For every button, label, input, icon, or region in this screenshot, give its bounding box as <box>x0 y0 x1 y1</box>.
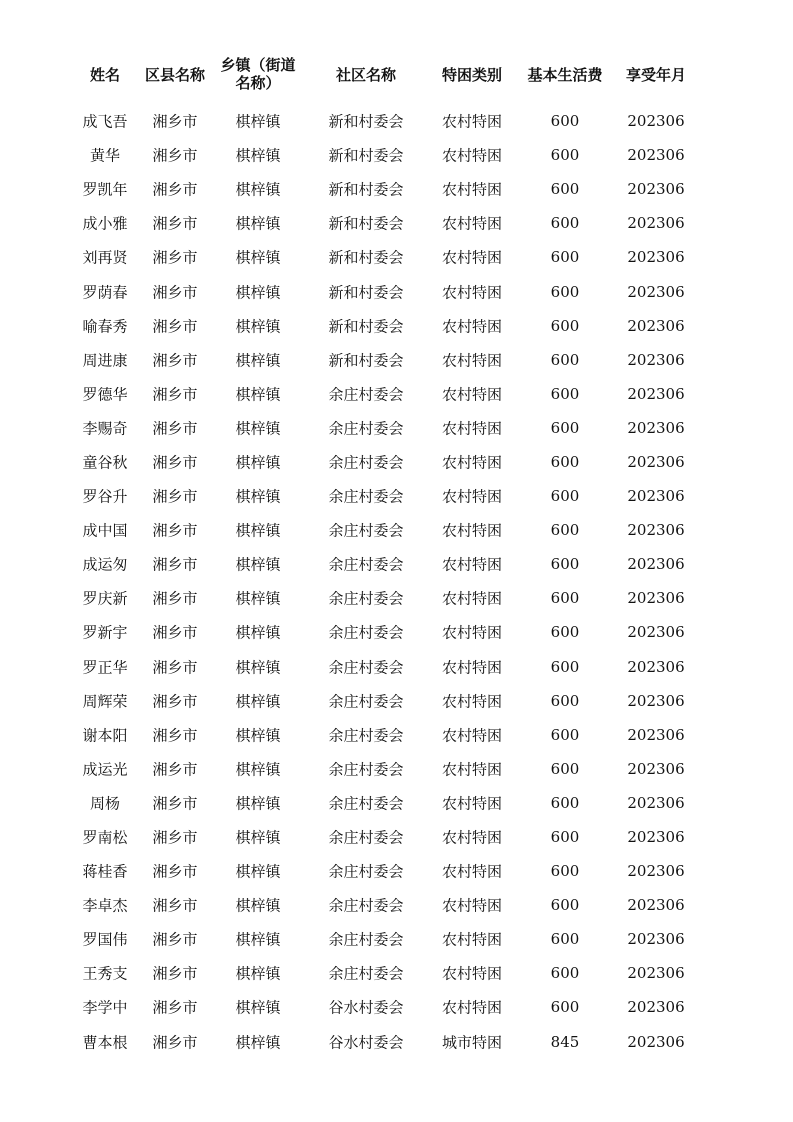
allowance-cell: 600 <box>550 146 580 165</box>
district-cell: 湘乡市 <box>152 692 198 711</box>
allowance-cell: 600 <box>550 214 580 233</box>
community-cell: 新和村委会 <box>328 283 404 302</box>
allowance-cell: 600 <box>550 112 580 131</box>
town-cell: 棋梓镇 <box>235 419 281 438</box>
community-cell: 新和村委会 <box>328 214 404 233</box>
district-cell: 湘乡市 <box>152 998 198 1017</box>
allowance-cell: 600 <box>550 896 580 915</box>
header-living-allowance: 基本生活费 <box>527 66 603 84</box>
table-row <box>0 684 793 718</box>
allowance-cell: 600 <box>550 964 580 983</box>
allowance-cell: 600 <box>550 316 580 335</box>
name-cell: 刘再贤 <box>82 248 128 267</box>
month-cell: 202306 <box>627 452 685 471</box>
town-cell: 棋梓镇 <box>235 248 281 267</box>
district-cell: 湘乡市 <box>152 726 198 745</box>
community-cell: 余庄村委会 <box>328 964 404 983</box>
allowance-cell: 600 <box>550 725 580 744</box>
town-cell: 棋梓镇 <box>235 146 281 165</box>
allowance-cell: 600 <box>550 452 580 471</box>
header-category: 特困类别 <box>441 66 503 84</box>
table-row <box>0 786 793 820</box>
table-row <box>0 956 793 990</box>
category-cell: 农村特困 <box>441 419 503 438</box>
category-cell: 城市特困 <box>441 1033 503 1052</box>
month-cell: 202306 <box>627 896 685 915</box>
name-cell: 罗新宇 <box>82 623 128 642</box>
district-cell: 湘乡市 <box>152 964 198 983</box>
town-cell: 棋梓镇 <box>235 283 281 302</box>
table-row <box>0 547 793 581</box>
name-cell: 周杨 <box>89 794 121 813</box>
category-cell: 农村特困 <box>441 623 503 642</box>
name-cell: 曹本根 <box>82 1033 128 1052</box>
table-row <box>0 650 793 684</box>
month-cell: 202306 <box>627 862 685 881</box>
town-cell: 棋梓镇 <box>235 555 281 574</box>
district-cell: 湘乡市 <box>152 146 198 165</box>
month-cell: 202306 <box>627 112 685 131</box>
table-row <box>0 752 793 786</box>
town-cell: 棋梓镇 <box>235 453 281 472</box>
month-cell: 202306 <box>627 691 685 710</box>
name-cell: 周进康 <box>82 351 128 370</box>
allowance-cell: 600 <box>550 862 580 881</box>
month-cell: 202306 <box>627 964 685 983</box>
header-start-month: 享受年月 <box>625 66 687 84</box>
name-cell: 罗南松 <box>82 828 128 847</box>
district-cell: 湘乡市 <box>152 521 198 540</box>
community-cell: 新和村委会 <box>328 248 404 267</box>
allowance-cell: 600 <box>550 691 580 710</box>
district-cell: 湘乡市 <box>152 794 198 813</box>
month-cell: 202306 <box>627 555 685 574</box>
month-cell: 202306 <box>627 623 685 642</box>
allowance-cell: 600 <box>550 180 580 199</box>
category-cell: 农村特困 <box>441 692 503 711</box>
category-cell: 农村特困 <box>441 487 503 506</box>
town-cell: 棋梓镇 <box>235 930 281 949</box>
community-cell: 谷水村委会 <box>328 998 404 1017</box>
table-row <box>0 343 793 377</box>
table-row <box>0 309 793 343</box>
town-cell: 棋梓镇 <box>235 658 281 677</box>
town-cell: 棋梓镇 <box>235 998 281 1017</box>
month-cell: 202306 <box>627 998 685 1017</box>
allowance-cell: 600 <box>550 657 580 676</box>
table-row <box>0 513 793 547</box>
table-row <box>0 990 793 1024</box>
table-row <box>0 445 793 479</box>
table-body <box>0 104 793 1059</box>
table-row <box>0 479 793 513</box>
month-cell: 202306 <box>627 759 685 778</box>
district-cell: 湘乡市 <box>152 828 198 847</box>
community-cell: 余庄村委会 <box>328 555 404 574</box>
category-cell: 农村特困 <box>441 862 503 881</box>
table-row <box>0 581 793 615</box>
category-cell: 农村特困 <box>441 180 503 199</box>
community-cell: 余庄村委会 <box>328 794 404 813</box>
allowance-cell: 600 <box>550 248 580 267</box>
community-cell: 余庄村委会 <box>328 760 404 779</box>
community-cell: 新和村委会 <box>328 146 404 165</box>
category-cell: 农村特困 <box>441 453 503 472</box>
community-cell: 余庄村委会 <box>328 419 404 438</box>
table-header <box>0 56 793 96</box>
district-cell: 湘乡市 <box>152 1033 198 1052</box>
allowance-cell: 600 <box>550 521 580 540</box>
category-cell: 农村特困 <box>441 146 503 165</box>
allowance-cell: 600 <box>550 998 580 1017</box>
month-cell: 202306 <box>627 725 685 744</box>
allowance-cell: 600 <box>550 793 580 812</box>
district-cell: 湘乡市 <box>152 760 198 779</box>
month-cell: 202306 <box>627 146 685 165</box>
name-cell: 李学中 <box>82 998 128 1017</box>
table-row <box>0 104 793 138</box>
name-cell: 蒋桂香 <box>82 862 128 881</box>
community-cell: 余庄村委会 <box>328 589 404 608</box>
header-district: 区县名称 <box>144 66 206 84</box>
month-cell: 202306 <box>627 1032 685 1051</box>
allowance-cell: 600 <box>550 350 580 369</box>
month-cell: 202306 <box>627 282 685 301</box>
month-cell: 202306 <box>627 828 685 847</box>
town-cell: 棋梓镇 <box>235 317 281 336</box>
town-cell: 棋梓镇 <box>235 112 281 131</box>
table-row <box>0 718 793 752</box>
month-cell: 202306 <box>627 589 685 608</box>
name-cell: 罗谷升 <box>82 487 128 506</box>
community-cell: 新和村委会 <box>328 317 404 336</box>
allowance-cell: 600 <box>550 384 580 403</box>
community-cell: 新和村委会 <box>328 180 404 199</box>
district-cell: 湘乡市 <box>152 248 198 267</box>
name-cell: 童谷秋 <box>82 453 128 472</box>
category-cell: 农村特困 <box>441 726 503 745</box>
allowance-cell: 600 <box>550 555 580 574</box>
header-name: 姓名 <box>89 66 121 84</box>
community-cell: 余庄村委会 <box>328 487 404 506</box>
town-cell: 棋梓镇 <box>235 351 281 370</box>
district-cell: 湘乡市 <box>152 930 198 949</box>
district-cell: 湘乡市 <box>152 862 198 881</box>
name-cell: 成运匆 <box>82 555 128 574</box>
allowance-cell: 600 <box>550 418 580 437</box>
community-cell: 新和村委会 <box>328 351 404 370</box>
month-cell: 202306 <box>627 316 685 335</box>
table-row <box>0 922 793 956</box>
district-cell: 湘乡市 <box>152 453 198 472</box>
district-cell: 湘乡市 <box>152 589 198 608</box>
town-cell: 棋梓镇 <box>235 1033 281 1052</box>
community-cell: 余庄村委会 <box>328 692 404 711</box>
table-row <box>0 240 793 274</box>
town-cell: 棋梓镇 <box>235 862 281 881</box>
table-row <box>0 274 793 308</box>
table-row <box>0 854 793 888</box>
community-cell: 新和村委会 <box>328 112 404 131</box>
category-cell: 农村特困 <box>441 998 503 1017</box>
month-cell: 202306 <box>627 657 685 676</box>
town-cell: 棋梓镇 <box>235 794 281 813</box>
table-row <box>0 172 793 206</box>
category-cell: 农村特困 <box>441 658 503 677</box>
town-cell: 棋梓镇 <box>235 964 281 983</box>
name-cell: 周辉荣 <box>82 692 128 711</box>
table-row <box>0 206 793 240</box>
category-cell: 农村特困 <box>441 351 503 370</box>
community-cell: 余庄村委会 <box>328 862 404 881</box>
month-cell: 202306 <box>627 930 685 949</box>
town-cell: 棋梓镇 <box>235 896 281 915</box>
district-cell: 湘乡市 <box>152 351 198 370</box>
town-cell: 棋梓镇 <box>235 521 281 540</box>
community-cell: 余庄村委会 <box>328 521 404 540</box>
community-cell: 余庄村委会 <box>328 658 404 677</box>
name-cell: 成运光 <box>82 760 128 779</box>
name-cell: 李卓杰 <box>82 896 128 915</box>
allowance-cell: 600 <box>550 487 580 506</box>
name-cell: 黄华 <box>89 146 121 165</box>
community-cell: 余庄村委会 <box>328 623 404 642</box>
table-row <box>0 615 793 649</box>
name-cell: 罗国伟 <box>82 930 128 949</box>
category-cell: 农村特困 <box>441 555 503 574</box>
month-cell: 202306 <box>627 180 685 199</box>
district-cell: 湘乡市 <box>152 214 198 233</box>
town-cell: 棋梓镇 <box>235 180 281 199</box>
category-cell: 农村特困 <box>441 248 503 267</box>
name-cell: 罗庆新 <box>82 589 128 608</box>
district-cell: 湘乡市 <box>152 180 198 199</box>
district-cell: 湘乡市 <box>152 658 198 677</box>
category-cell: 农村特困 <box>441 828 503 847</box>
community-cell: 谷水村委会 <box>328 1033 404 1052</box>
community-cell: 余庄村委会 <box>328 930 404 949</box>
district-cell: 湘乡市 <box>152 555 198 574</box>
name-cell: 喻春秀 <box>82 317 128 336</box>
community-cell: 余庄村委会 <box>328 896 404 915</box>
category-cell: 农村特困 <box>441 896 503 915</box>
category-cell: 农村特困 <box>441 930 503 949</box>
month-cell: 202306 <box>627 487 685 506</box>
allowance-cell: 600 <box>550 930 580 949</box>
district-cell: 湘乡市 <box>152 419 198 438</box>
name-cell: 罗正华 <box>82 658 128 677</box>
name-cell: 罗德华 <box>82 385 128 404</box>
district-cell: 湘乡市 <box>152 112 198 131</box>
month-cell: 202306 <box>627 214 685 233</box>
category-cell: 农村特困 <box>441 521 503 540</box>
allowance-cell: 600 <box>550 828 580 847</box>
table-row <box>0 820 793 854</box>
category-cell: 农村特困 <box>441 112 503 131</box>
table-row <box>0 377 793 411</box>
name-cell: 谢本阳 <box>82 726 128 745</box>
header-community: 社区名称 <box>335 66 397 84</box>
month-cell: 202306 <box>627 521 685 540</box>
category-cell: 农村特困 <box>441 214 503 233</box>
district-cell: 湘乡市 <box>152 896 198 915</box>
district-cell: 湘乡市 <box>152 317 198 336</box>
category-cell: 农村特困 <box>441 794 503 813</box>
category-cell: 农村特困 <box>441 964 503 983</box>
town-cell: 棋梓镇 <box>235 760 281 779</box>
district-cell: 湘乡市 <box>152 385 198 404</box>
community-cell: 余庄村委会 <box>328 385 404 404</box>
category-cell: 农村特困 <box>441 589 503 608</box>
category-cell: 农村特困 <box>441 283 503 302</box>
town-cell: 棋梓镇 <box>235 692 281 711</box>
name-cell: 成小雅 <box>82 214 128 233</box>
name-cell: 成飞吾 <box>82 112 128 131</box>
allowance-cell: 600 <box>550 623 580 642</box>
town-cell: 棋梓镇 <box>235 589 281 608</box>
month-cell: 202306 <box>627 418 685 437</box>
name-cell: 罗凯年 <box>82 180 128 199</box>
town-cell: 棋梓镇 <box>235 385 281 404</box>
allowance-cell: 845 <box>550 1032 580 1051</box>
town-cell: 棋梓镇 <box>235 726 281 745</box>
community-cell: 余庄村委会 <box>328 828 404 847</box>
town-cell: 棋梓镇 <box>235 828 281 847</box>
district-cell: 湘乡市 <box>152 283 198 302</box>
month-cell: 202306 <box>627 384 685 403</box>
name-cell: 王秀支 <box>82 964 128 983</box>
table-row <box>0 411 793 445</box>
community-cell: 余庄村委会 <box>328 726 404 745</box>
category-cell: 农村特困 <box>441 317 503 336</box>
category-cell: 农村特困 <box>441 760 503 779</box>
name-cell: 李赐奇 <box>82 419 128 438</box>
allowance-cell: 600 <box>550 759 580 778</box>
town-cell: 棋梓镇 <box>235 214 281 233</box>
month-cell: 202306 <box>627 248 685 267</box>
name-cell: 成中国 <box>82 521 128 540</box>
town-cell: 棋梓镇 <box>235 487 281 506</box>
community-cell: 余庄村委会 <box>328 453 404 472</box>
month-cell: 202306 <box>627 793 685 812</box>
allowance-cell: 600 <box>550 589 580 608</box>
name-cell: 罗荫春 <box>82 283 128 302</box>
allowance-cell: 600 <box>550 282 580 301</box>
table-row <box>0 138 793 172</box>
table-row <box>0 1025 793 1059</box>
month-cell: 202306 <box>627 350 685 369</box>
district-cell: 湘乡市 <box>152 487 198 506</box>
category-cell: 农村特困 <box>441 385 503 404</box>
header-town: 乡镇（街道 名称） <box>220 56 296 92</box>
table-row <box>0 888 793 922</box>
district-cell: 湘乡市 <box>152 623 198 642</box>
town-cell: 棋梓镇 <box>235 623 281 642</box>
